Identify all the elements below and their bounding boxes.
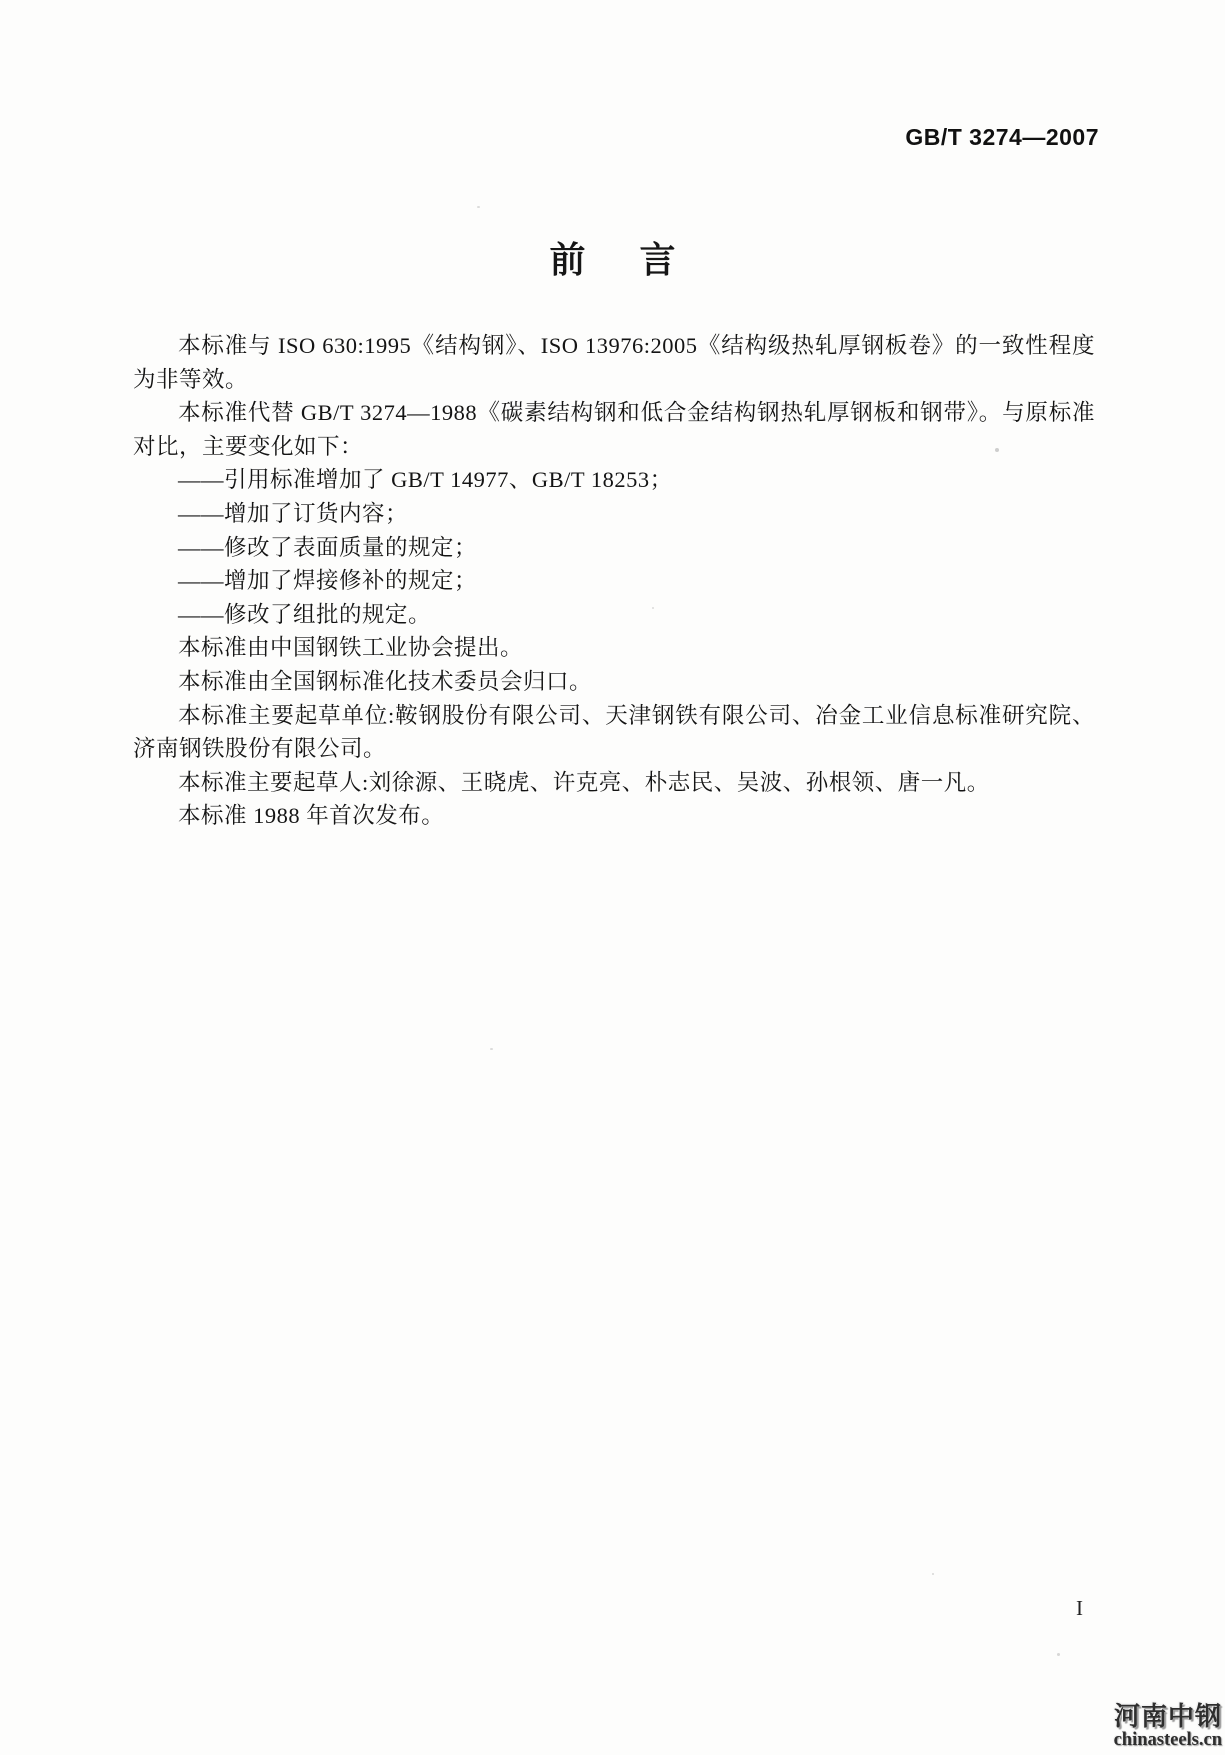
page-number: I [1076,1596,1083,1620]
paragraph-under-jurisdiction: 本标准由全国钢标准化技术委员会归口。 [178,668,593,694]
page-title: 前言 [549,239,730,280]
watermark [1114,1703,1222,1750]
scan-speck [490,1048,493,1050]
scan-speck [652,607,654,609]
scan-speck [932,1573,934,1575]
paragraph-proposed-by: 本标准由中国钢铁工业协会提出。 [178,635,524,661]
scan-speck [995,448,999,452]
scan-speck [1057,1653,1060,1656]
scan-speck [477,206,480,208]
list-item-batching: ——修改了组批的规定。 [178,601,432,627]
paragraph-drafters: 本标准主要起草人:刘徐源、王晓虎、许克亮、朴志民、吴波、孙根领、唐一凡。 [178,769,990,795]
standard-number: GB/T 3274—2007 [905,124,1099,150]
paragraph-consistency: 本标准与 ISO 630:1995《结构钢》、ISO 13976:2005《结构级热轧厚钢板卷》的一致性程度为非等效。 [133,333,1095,392]
watermark-name: 河南中钢 [1113,1701,1222,1732]
paragraph-replaces: 本标准代替 GB/T 3274—1988《碳素结构钢和低合金结构钢热轧厚钢板和钢带》。与原标准对比，主要变化如下： [133,400,1095,459]
paragraph-drafting-organizations: 本标准主要起草单位:鞍钢股份有限公司、天津钢铁有限公司、冶金工业信息标准研究院、济南钢铁股份有限公司。 [133,702,1095,762]
watermark-domain: chinasteels.cn [1113,1729,1222,1750]
foreword-content [133,329,1095,833]
list-item-ordering: ——增加了订货内容； [178,500,409,526]
list-item-surface-quality: ——修改了表面质量的规定； [178,534,478,560]
paragraph-first-issued: 本标准 1988 年首次发布。 [178,803,445,829]
list-item-references: ——引用标准增加了 GB/T 14977、GB/T 18253； [178,467,673,493]
list-item-weld-repair: ——增加了焊接修补的规定； [178,568,478,594]
